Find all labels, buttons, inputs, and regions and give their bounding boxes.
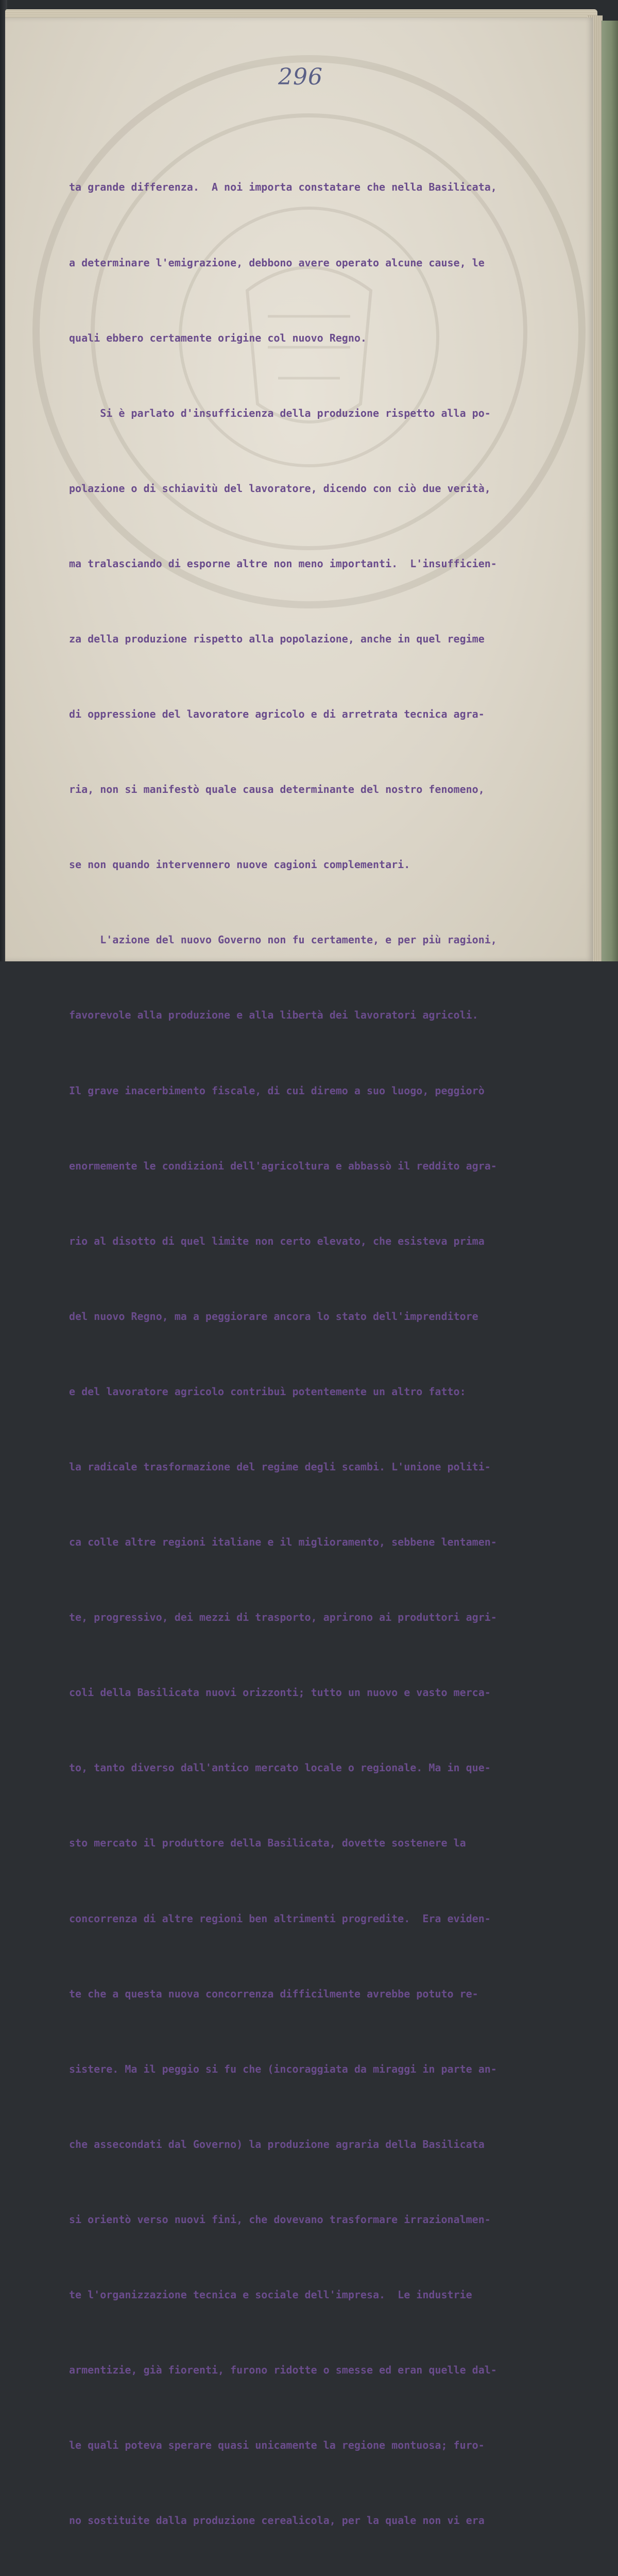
text-line: favorevole alla produzione e alla libertà dei lavoratori agricoli. — [69, 1009, 478, 1022]
text-line: sto mercato il produttore della Basilicata, dovette sostenere la — [69, 1837, 466, 1850]
text-line: si orientò verso nuovi fini, che dovevano trasformare irrazionalmen- — [69, 2213, 491, 2226]
text-line: rio al disotto di quel limite non certo elevato, che esisteva prima — [69, 1234, 485, 1247]
text-line: ca colle altre regioni italiane e il miglioramento, sebbene lentamen- — [69, 1536, 497, 1549]
text-line: e del lavoratore agricolo contribuì potentemente un altro fatto: — [69, 1385, 466, 1398]
text-line: Il grave inacerbimento fiscale, di cui diremo a suo luogo, peggiorò — [69, 1084, 485, 1097]
text-line: coli della Basilicata nuovi orizzonti; tutto un nuovo e vasto merca- — [69, 1686, 491, 1699]
text-line: ria, non si manifestò quale causa determinante del nostro fenomeno, — [69, 783, 485, 796]
text-line: del nuovo Regno, ma a peggiorare ancora lo stato dell'imprenditore — [69, 1310, 478, 1323]
text-line: di oppressione del lavoratore agricolo e di arretrata tecnica agra- — [69, 708, 485, 721]
folio-number: 296 — [278, 64, 323, 90]
text-line: za della produzione rispetto alla popolazione, anche in quel regime — [69, 632, 485, 645]
text-line: te l'organizzazione tecnica e sociale dell'impresa. Le industrie — [69, 2289, 472, 2301]
text-line: ma tralasciando di esporne altre non meno importanti. L'insufficien- — [69, 557, 497, 570]
text-line: a determinare l'emigrazione, debbono avere operato alcune cause, le — [69, 256, 485, 269]
text-line: concorrenza di altre regioni ben altrimenti progredite. Era eviden- — [69, 1912, 491, 1925]
text-line: te che a questa nuova concorrenza difficilmente avrebbe potuto re- — [69, 1987, 478, 2000]
text-line: la radicale trasformazione del regime degli scambi. L'unione politi- — [69, 1461, 491, 1473]
text-line: sistere. Ma il peggio si fu che (incoraggiata da miraggi in parte an- — [69, 2062, 497, 2075]
text-line: ta grande differenza. A noi importa constatare che nella Basilicata, — [69, 181, 497, 194]
text-line: le quali poteva sperare quasi unicamente la regione montuosa; furo- — [69, 2439, 485, 2452]
text-line: se non quando intervennero nuove cagioni complementari. — [69, 858, 410, 871]
text-line: quali ebbero certamente origine col nuovo Regno. — [69, 331, 367, 344]
text-line: L'azione del nuovo Governo non fu certamente, e per più ragioni, — [69, 934, 497, 946]
text-line: Si è parlato d'insufficienza della produzione rispetto alla po- — [69, 406, 491, 419]
document-page — [5, 18, 593, 2527]
book-cover-right — [602, 21, 618, 961]
text-line: no sostituite dalla produzione cerealicola, per la quale non vi era — [69, 2514, 485, 2527]
text-line: polazione o di schiavitù del lavoratore, dicendo con ciò due verità, — [69, 482, 491, 495]
typewritten-body — [69, 125, 584, 2576]
text-line: che assecondati dal Governo) la produzione agraria della Basilicata — [69, 2138, 485, 2150]
text-line: enormemente le condizioni dell'agricoltura e abbassò il reddito agra- — [69, 1159, 497, 1172]
text-line: armentizie, già fiorenti, furono ridotte o smesse ed eran quelle dal- — [69, 2364, 497, 2377]
text-line: te, progressivo, dei mezzi di trasporto, aprirono ai produttori agri- — [69, 1611, 497, 1624]
text-line: to, tanto diverso dall'antico mercato locale o regionale. Ma in que- — [69, 1761, 491, 1774]
